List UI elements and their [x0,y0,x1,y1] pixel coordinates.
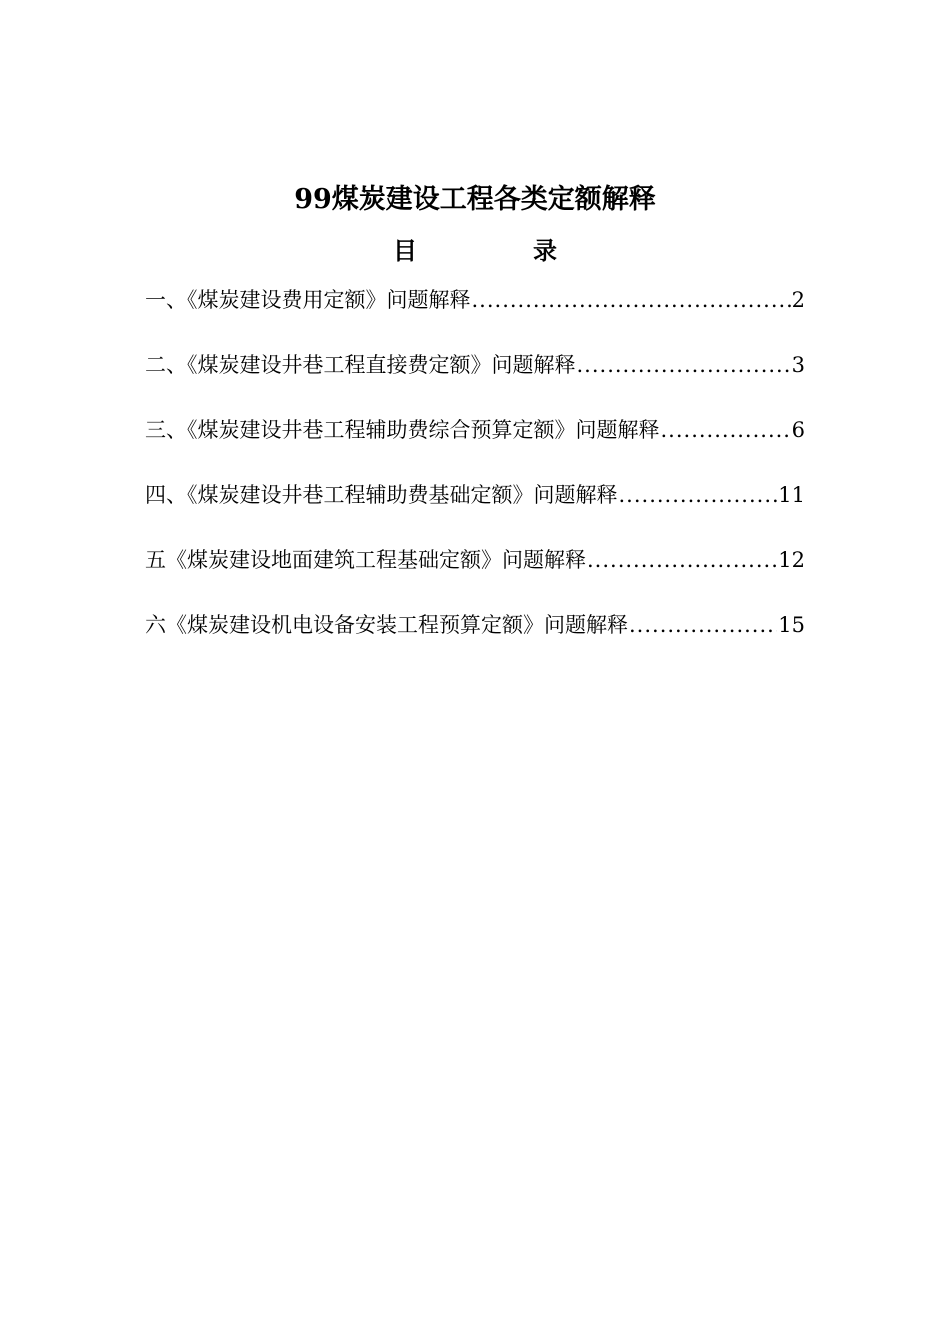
toc-dot-leader [661,413,791,447]
toc-entry[interactable] [145,608,805,673]
toc-page-number: 15 [778,613,805,637]
toc-entry[interactable] [145,283,805,348]
toc-page-number: 6 [791,418,805,442]
toc-page-number: 3 [791,353,805,377]
document-title: 99煤炭建设工程各类定额解释 [294,184,656,215]
toc-entry-text: 二、《煤炭建设井巷工程直接费定额》问题解释 [145,353,576,377]
toc-heading [0,234,950,268]
toc-dot-leader [472,283,791,317]
toc-entry-text: 四、《煤炭建设井巷工程辅助费基础定额》问题解释 [145,483,618,507]
toc-entry-text: 一、《煤炭建设费用定额》问题解释 [145,288,471,312]
toc-entry-text: 五《煤炭建设地面建筑工程基础定额》问题解释 [145,548,586,572]
toc-entry-text: 六《煤炭建设机电设备安装工程预算定额》问题解释 [145,613,628,637]
toc-page-number: 2 [791,288,805,312]
toc-entry[interactable] [145,543,805,608]
toc-dot-leader [619,478,778,512]
toc-list [145,283,805,673]
toc-entry[interactable] [145,478,805,543]
toc-entry[interactable] [145,413,805,478]
toc-heading-char-2: 录 [533,236,557,265]
toc-dot-leader [629,608,777,642]
toc-entry-text: 三、《煤炭建设井巷工程辅助费综合预算定额》问题解释 [145,418,660,442]
toc-dot-leader [587,543,777,577]
toc-page-number: 11 [778,483,805,507]
toc-heading-char-1: 目 [393,236,417,265]
toc-entry[interactable] [145,348,805,413]
toc-page-number: 12 [778,548,805,572]
toc-dot-leader [577,348,791,382]
